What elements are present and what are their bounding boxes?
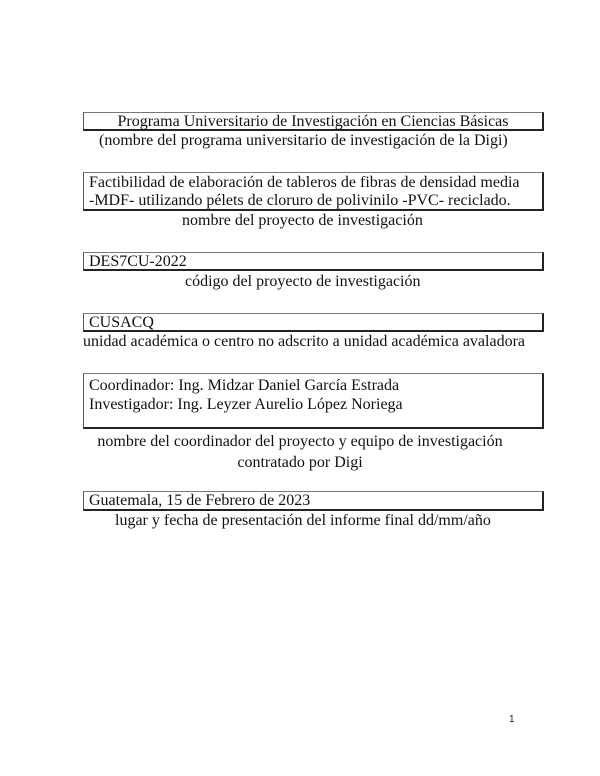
unit-caption-text: unidad académica o centro no adscrito a unidad académica avaladora	[83, 333, 525, 350]
project-name-line-1: Factibilidad de elaboración de tableros de fibras de densidad media	[89, 174, 520, 191]
program-caption-text: (nombre del programa universitario de investigación de la Digi)	[99, 132, 508, 149]
page-number: 1	[509, 714, 515, 725]
team-caption-line-1: nombre del coordinador del proyecto y equipo de investigación	[97, 433, 503, 450]
program-name-box	[83, 112, 544, 131]
project-name-box	[83, 172, 544, 211]
investigator-name: Investigador: Ing. Leyzer Aurelio López Noriega	[89, 396, 403, 413]
coordinator-name: Coordinador: Ing. Midzar Daniel García Estrada	[89, 377, 400, 394]
project-code-box	[83, 252, 544, 271]
academic-unit: CUSACQ	[89, 314, 154, 331]
team-caption-line-2: contratado por Digi	[237, 454, 363, 471]
place-date-caption	[115, 511, 491, 530]
code-caption-text: código del proyecto de investigación	[185, 273, 421, 290]
place-date-box	[83, 491, 544, 511]
program-name-caption	[99, 131, 508, 150]
academic-unit-caption	[83, 332, 525, 351]
project-name-line-2: -MDF- utilizando pélets de cloruro de polivinilo -PVC- reciclado.	[89, 192, 511, 209]
project-code: DES7CU-2022	[89, 253, 187, 270]
research-team-box	[83, 373, 544, 429]
program-name: Programa Universitario de Investigación en Ciencias Básicas	[117, 113, 509, 130]
research-team-caption	[0, 431, 600, 473]
project-name-caption	[182, 211, 423, 230]
place-date: Guatemala, 15 de Febrero de 2023	[89, 492, 311, 509]
project-code-caption	[185, 272, 420, 291]
project-caption-text: nombre del proyecto de investigación	[182, 212, 423, 229]
academic-unit-box	[83, 313, 544, 332]
date-caption-text: lugar y fecha de presentación del informe final dd/mm/año	[115, 512, 491, 529]
